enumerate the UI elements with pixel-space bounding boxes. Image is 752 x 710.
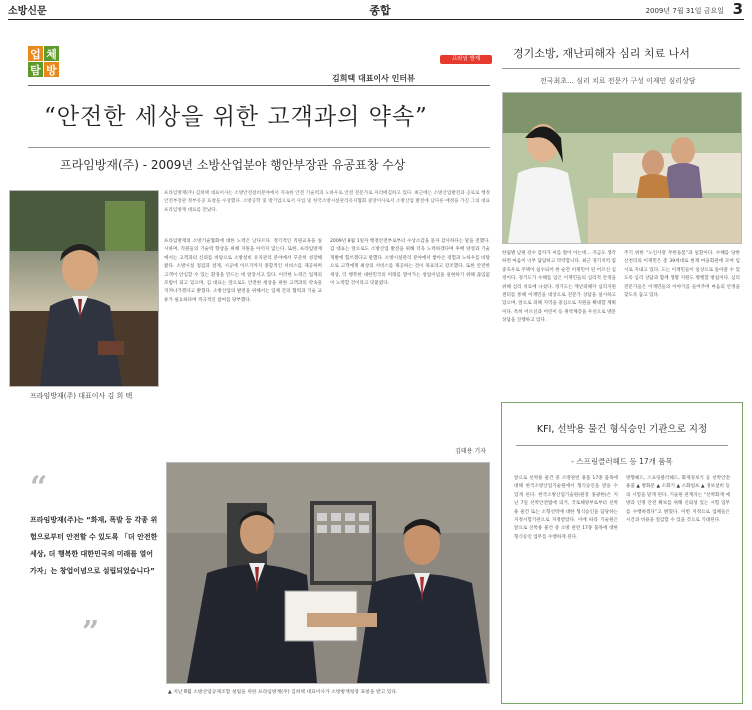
issue-date: 2009년 7월 31일 금요일 <box>645 7 724 15</box>
kfi-column-1: 앞으로 선박용 물건 중 소방관련 용품 17종 품목에 대해 한국소방산업기술원에서 형식승인을 받을 수 있게 된다. 한국소방산업기술원(원장 홍광한)은 지난 7일 선박안전법에 의거, 국토해양부로부터 선박용 물건 또는 소형선박에 대한 형식승인을 담당하는 지정시험기관으로 지정받았다. 이에 따라 기술원은 앞으로 선박용 물건 중 소방 관련 17종 품목에 대한 형식승인 업무를 수행하게 된다. <box>514 476 618 540</box>
byline: 김태용 기자 <box>455 448 486 455</box>
interview-label: 김희택 대표이사 인터뷰 <box>332 74 415 83</box>
newspaper-name: 소방신문 <box>8 6 47 17</box>
award-photo-caption: ▲ 지난 8월 소방산업공제조합 설립을 위한 프라임방재(주) 김희택 대표이사가 소방방재청장 표창을 받고 있다. <box>168 690 398 695</box>
right-article-column-2: 주기 위한 “노인사랑 무한돌봄”과 일환이다. 수해를 당한 신천리의 이재민은 총 39세대로 현재 마을회관에 모여 임시로 지내고 있다. 도는 이재민들이 일상으로 돌아갈 수 있도록 심리 상담과 함께 생활 지원도 병행할 방침이다. 심리 전문가들은 이재민들의 이야기를 들어주며 마음의 안정을 찾도록 돕고 있다. <box>624 251 740 299</box>
badge-char-1: 업 <box>28 46 43 61</box>
pull-quote: 프라임방재(주)는 “화재, 폭발 등 각종 위험으로부터 안전할 수 있도록 「더 안전한 세상, 더 행복한 대한민국의 미래를 열어가자」는 창업이념으로 설립되었습니다” <box>30 516 158 575</box>
kfi-headline: KFI, 선박용 물건 형식승인 기관으로 지정 <box>536 424 708 435</box>
close-quote-icon: ” <box>82 615 100 650</box>
kfi-subhead: - 스프링클러헤드 등 17개 품목 <box>571 457 673 466</box>
right-article-subhead: 전국최초… 심리 치료 전문가 구성 이재민 심리상담 <box>540 77 696 85</box>
page-number: 3 <box>732 0 743 18</box>
right-article-rule <box>502 68 740 69</box>
portrait-illustration <box>10 191 158 386</box>
kfi-rule <box>516 445 728 446</box>
section-title: 종합 <box>369 4 391 17</box>
open-quote-icon: “ <box>30 470 48 505</box>
headline-rule <box>28 147 490 148</box>
right-article-headline: 경기소방, 재난피해자 심리 치료 나서 <box>513 47 690 60</box>
masthead-rule <box>8 19 744 20</box>
lead-paragraph: 프라임방재(주) 김희택 대표이사는 소방안전설비분야에서 지속한 안전 기술력과 노하우로 안전 전문가로 자리매김하고 있다. 최근에는 소방산업발전과 공로로 행정안전부장관 정부유공 표창을 수상했다. 소방공학 및 방기업으로서 사업 및 한국소방시설관리유지협회 중앙이사로서 소방산업 발전에 남다른 애정을 가진 그의 대표 프라임방재 대표를 만났다. <box>164 191 490 213</box>
body-column-2: 2009년 8월 1일자 행정안전부로부터 수상소감을 묻자 감사하다는 말을 전했다. 김 대표는 앞으로도 소방산업 발전을 위해 더욱 노력하겠다며 후배 양성과 기술 개발에 힘쓰겠다고 말했다. 소방시설관리 분야에서 쌓아온 경험과 노하우를 바탕으로 고객에게 최상의 서비스를 제공하는 것이 목표라고 강조했다. 또한 안전한 세상, 더 행복한 대한민국의 미래를 열어가는 창업이념을 실현하기 위해 끊임없이 노력할 것이라고 덧붙였다. <box>330 239 490 287</box>
badge-char-2: 체 <box>44 46 59 61</box>
company-tag: 프라임 방재 <box>440 55 492 64</box>
right-article-column-1: 한림별 남편 강수 감자가 씨를 떨어 아는데… 지금도 생각하면 마음이 너무 답답하고 막막합니다. 최근 경기지역 집중호우로 주택이 침수되어 한 순간 이재민이 된 어르신 심정이다. 경기도가 수해를 입은 이재민들의 심리적 안정을 위해 심리 치료에 나섰다. 경기도는 재난피해자 심리지원센터를 통해 이재민을 대상으로 전문가 상담을 실시하고 있으며, 앞으로 피해 지역을 중심으로 지원을 확대할 계획이다. 특히 어르신과 어린이 등 취약계층을 우선으로 방문 상담을 진행하고 있다. <box>502 251 616 324</box>
badge-char-3: 탐 <box>28 62 43 77</box>
award-ceremony-photo <box>166 462 490 684</box>
ceo-portrait-photo <box>9 190 159 387</box>
main-headline: “안전한 세상을 위한 고객과의 약속” <box>44 104 428 130</box>
award-illustration <box>167 463 489 683</box>
header-rule <box>28 85 490 86</box>
body-column-1: 프라임방재의 소방기술협회에 대한 노력은 남다르다. 정기적인 직원교육을 실시하며, 직원들의 기술력 향상을 위해 지원을 아끼지 않는다. 또한, 프라임방재에서는 고객과의 신뢰를 바탕으로 소방설비 유지관리 분야에서 꾸준히 성장해 왔다. 소방시설 점검과 설계, 시공에 이르기까지 종합적인 서비스를 제공하며 고객이 안심할 수 있는 환경을 만드는 데 앞장서고 있다. 이러한 노력은 업계의 모범이 되고 있으며, 김 대표는 앞으로도 안전한 세상을 위한 고객과의 약속을 지켜나가겠다고 밝혔다. 소방산업의 발전을 위해서는 업체 간의 협력과 기술 교류가 필요하다며 적극적인 참여를 당부했다. <box>164 239 322 303</box>
counseling-illustration <box>503 93 741 243</box>
kfi-news-box <box>501 402 743 704</box>
portrait-caption: 프라임방재(주) 대표이사 김 희 택 <box>30 392 133 400</box>
main-subhead: 프라임방재(주) - 2009년 소방산업분야 행안부장관 유공표창 수상 <box>60 158 406 172</box>
counseling-photo <box>502 92 742 244</box>
badge-char-4: 방 <box>44 62 59 77</box>
kfi-column-2: 방향헤드, 스프링클러헤드, 화재경보기 등 선박안전용품 ▲ 방화문 ▲ 소화기 ▲ 소화펌프 ▲ 경보설비 등의 시험을 맡게 된다. 기술원 관계자는 “선박화재 예방과 인명 안전 확보를 위해 신뢰성 있는 시험 업무를 수행하겠다”고 밝혔다. 이번 지정으로 업체들은 시간과 비용을 절감할 수 있을 것으로 기대된다. <box>626 476 730 524</box>
